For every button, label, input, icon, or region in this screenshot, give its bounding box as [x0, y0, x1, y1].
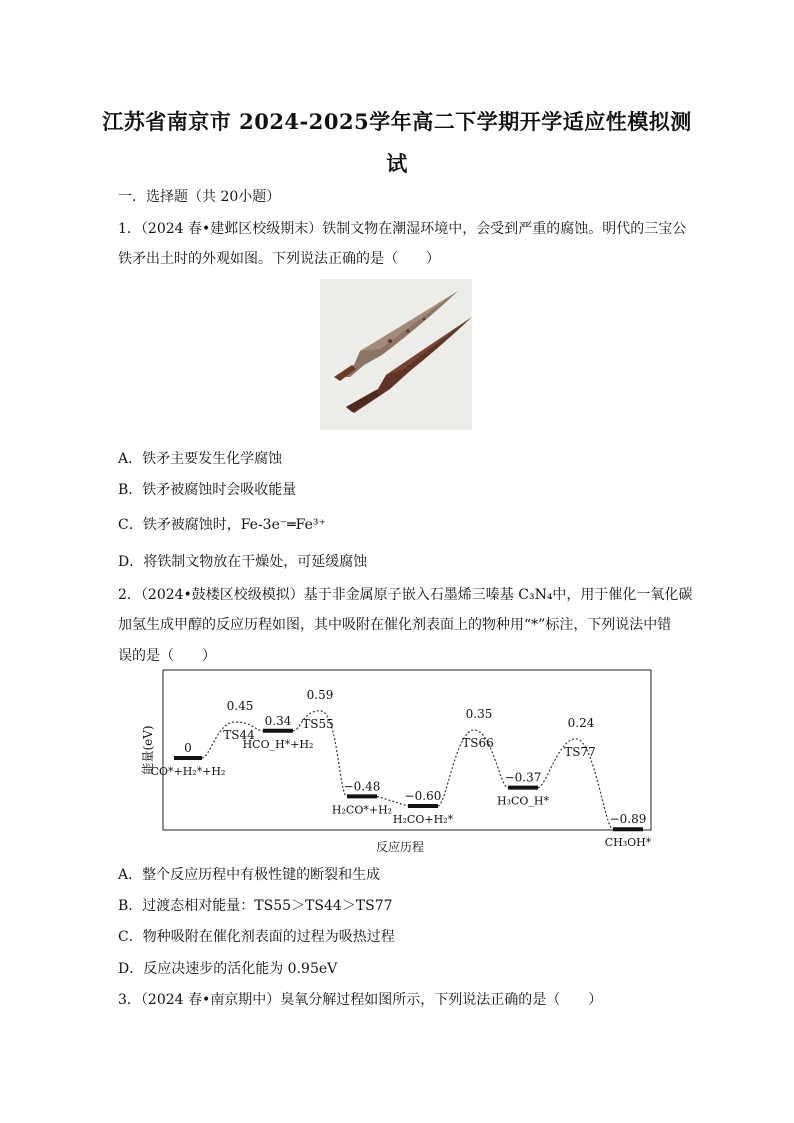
q2-stem-line-3: 误的是（ ） — [118, 648, 216, 664]
ts-energy-label: 0.45 — [226, 699, 254, 713]
species-label: CH₃OH* — [604, 836, 652, 850]
q2-option-a: A．整个反应历程中有极性键的断裂和生成 — [118, 867, 381, 883]
title-line-2: 试 — [386, 151, 408, 176]
energy-profile-chart — [140, 668, 660, 858]
q2-stem-line-2: 加氢生成甲醇的反应历程如图，其中吸附在催化剂表面上的物种用“*”标注，下列说法中错 — [118, 617, 672, 633]
ts-name-label: TS55 — [302, 716, 334, 731]
q1-option-a: A．铁矛主要发生化学腐蚀 — [118, 451, 283, 467]
iron-spear-illustration — [320, 279, 472, 430]
q1-option-c: C．铁矛被腐蚀时，Fe-3e⁻═Fe³⁺ — [118, 517, 326, 533]
species-label: CO*+H₂*+H₂ — [150, 765, 226, 778]
iron-spear-photo — [320, 279, 472, 430]
q2-option-d: D．反应决速步的活化能为 0.95eV — [118, 961, 338, 977]
title-line-1: 江苏省南京市 2024-2025学年高二下学期开学适应性模拟测 — [102, 109, 692, 134]
energy-value-label: −0.89 — [609, 812, 647, 827]
q2-stem-line-1: 2．（2024•鼓楼区校级模拟）基于非金属原子嵌入石墨烯三嗪基 C₃N₄中，用于催化一氧化碳 — [118, 587, 693, 603]
q1-option-d: D．将铁制文物放在干燥处，可延缓腐蚀 — [118, 554, 368, 570]
ts-name-label: TS77 — [564, 744, 596, 759]
q1-stem-line-1: 1．（2024 春•建邺区校级期末）铁制文物在潮湿环境中，会受到严重的腐蚀。明代的三宝公 — [118, 221, 687, 237]
energy-value-label: −0.60 — [404, 789, 442, 803]
q1-option-b: B．铁矛被腐蚀时会吸收能量 — [118, 482, 297, 498]
species-label: H₂CO*+H₂ — [331, 803, 393, 817]
x-axis-label: 反应历程 — [375, 840, 425, 854]
species-label: H₂CO+H₂* — [392, 813, 454, 826]
q3-stem-line-1: 3．（2024 春•南京期中）臭氧分解过程如图所示，下列说法正确的是（ ） — [118, 992, 603, 1008]
y-axis-label: 能量(eV) — [141, 725, 155, 775]
section-heading: 一．选择题（共 20小题） — [118, 189, 281, 205]
ts-name-label: TS44 — [223, 728, 255, 742]
ts-energy-label: 0.59 — [306, 687, 334, 702]
q2-option-c: C．物种吸附在催化剂表面的过程为吸热过程 — [118, 929, 395, 945]
energy-value-label: 0.34 — [264, 713, 292, 728]
ts-energy-label: 0.35 — [465, 707, 493, 721]
energy-profile-svg — [140, 668, 660, 858]
q1-stem-line-2: 铁矛出土时的外观如图。下列说法正确的是（ ） — [118, 251, 440, 267]
energy-value-label: 0 — [184, 741, 192, 755]
energy-value-label: −0.48 — [343, 779, 381, 794]
ts-energy-label: 0.24 — [567, 715, 595, 730]
reaction-pathway-curve — [202, 711, 613, 829]
species-label: H₃CO_H* — [496, 794, 550, 808]
energy-value-label: −0.37 — [504, 770, 542, 785]
q2-option-b: B．过渡态相对能量：TS55＞TS44＞TS77 — [118, 898, 393, 914]
ts-name-label: TS66 — [462, 736, 494, 750]
species-label: HCO_H*+H₂ — [242, 737, 314, 751]
